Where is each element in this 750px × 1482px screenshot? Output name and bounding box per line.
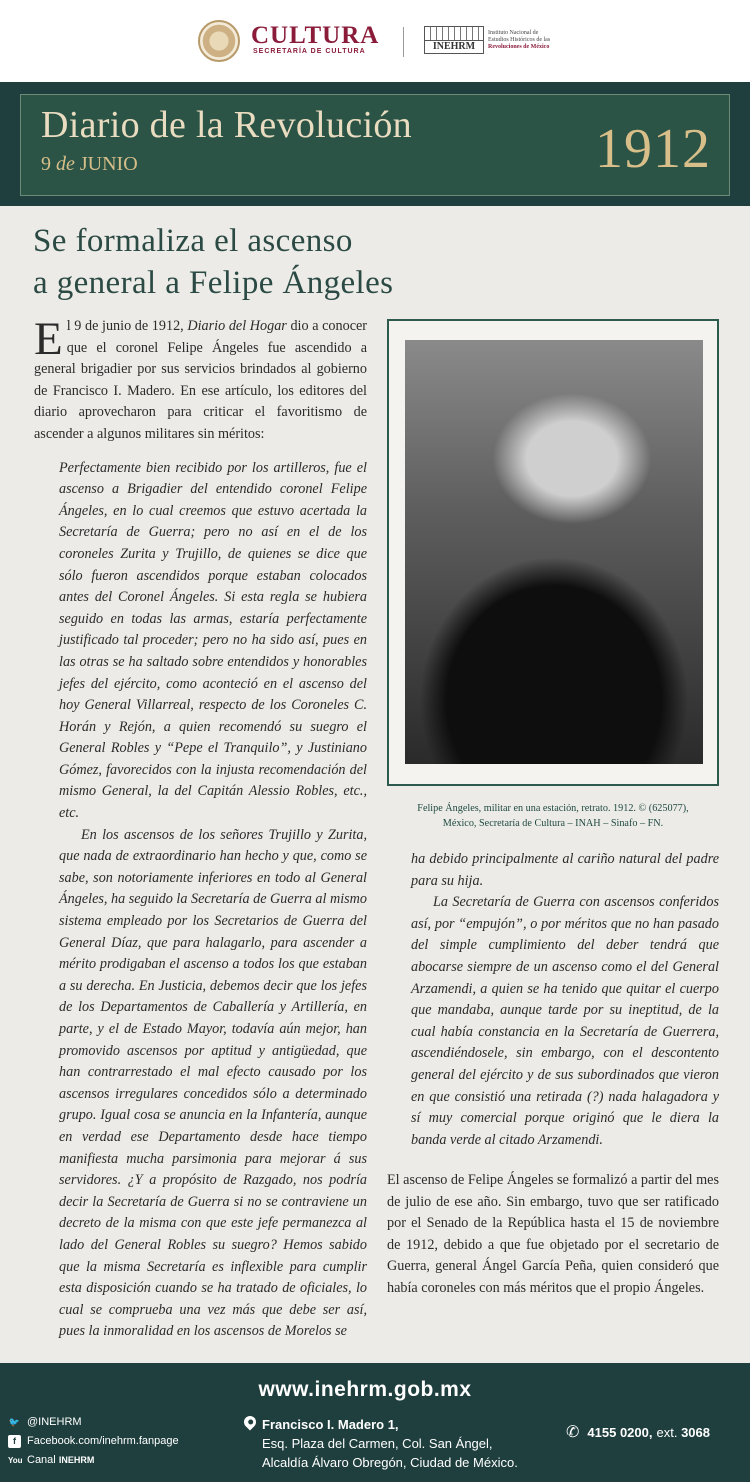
inehrm-text-line2: Estudios Históricos de las [488, 37, 551, 43]
intro-paragraph [34, 313, 368, 446]
logo-divider [403, 27, 404, 57]
photo-frame [387, 319, 719, 786]
logo-bar [0, 0, 750, 82]
address-line1: Francisco I. Madero 1, [262, 1417, 399, 1432]
inehrm-text-line1: Instituto Nacional de [488, 30, 539, 36]
youtube-link[interactable] [8, 1451, 179, 1470]
caption-line2: México, Secretaría de Cultura – INAH – Sinafo – FN. [442, 818, 664, 829]
cultura-logo-subtitle: SECRETARÍA DE CULTURA [253, 48, 366, 55]
intro-part1: l 9 de junio de 1912, [66, 318, 188, 334]
right-quote-block [411, 849, 719, 1151]
facebook-icon: f [8, 1435, 21, 1448]
facebook-url: Facebook.com/inehrm.fanpage [27, 1435, 179, 1447]
youtube-icon: You [8, 1456, 23, 1465]
youtube-prefix: Canal [27, 1454, 56, 1466]
address-line2: Esq. Plaza del Carmen, Col. San Ángel, [262, 1436, 493, 1451]
caption-line1: Felipe Ángeles, militar en una estación, retrato. 1912. © (625077), [417, 803, 689, 814]
address-line3: Alcaldía Álvaro Obregón, Ciudad de México. [262, 1455, 518, 1470]
footer [0, 1363, 750, 1482]
inehrm-text-line3: Revoluciones de México [488, 44, 550, 50]
quote-paragraph-1: Perfectamente bien recibido por los artilleros, fue el ascenso a Brigadier del entendido coronel Felipe Ángeles, en lo cual creemos que estuvo acertada la Secretaría de Guerra; pero no así en el de los coroneles Zurita y Trujillo, de quienes se dice que sólo fueron ascendidos porque estaban colocados antes del Coronel Ángeles. Si esta regla se hubiera seguido en todas las armas, estaría perfectamente justificado tal proceder; pero no ha sido así, pues en las otras se ha saltado sobre entendidos y honorables jefes del ejército, como aconteció en el ascenso del hoy General Villarreal, respecto de los Coroneles C. Horán y Rejón, a quien recomendó su suegro el General Robles y “Pepe el Tranquilo”, y Justiniano Gómez, favorecidos con la injusta recomendación del mismo General, la del Capitán Alessio Robles, etc., etc. [59, 459, 367, 822]
headline-line2: a general a Felipe Ángeles [33, 265, 394, 301]
twitter-handle: @INEHRM [27, 1416, 82, 1428]
phone-icon: ✆ [566, 1424, 580, 1441]
twitter-icon: 🐦 [8, 1417, 21, 1427]
banner-year: 1912 [595, 118, 711, 180]
banner-de: de [56, 153, 75, 175]
quote-paragraph-3: La Secretaría de Guerra con ascensos conferidos así, por “empujón”, o por méritos que no han pasado del simple cumplimiento del deber tendrá que abocarse siempre de un ascenso como el del General Arzamendi, a quien se ha tenido que quitar el cuerpo que mandaba, aunque tarde por su ineptitud, de la cual había constancia en la Secretaría de Guerrera, ascendiéndosele, sin embargo, con el descontento general del ejército y de sus subordinados que vieron en que consistió una retirada (?) nada halagadora y sí muy comercial porque originó que le diera la banda verde al citado Arzamendi. [411, 894, 719, 1148]
facebook-link[interactable] [8, 1432, 179, 1451]
header-banner [0, 82, 750, 206]
cultura-logo-title: CULTURA [251, 22, 380, 49]
quote-block [34, 458, 367, 1343]
closing-paragraph: El ascenso de Felipe Ángeles se formalizó a partir del mes de julio de ese año. Sin embargo, tuvo que ser ratificado por el Senado de la República hasta el 15 de noviembre de 1912, debido a que fue objetado por el secretario de Guerra, general Ángel García Peña, quien consideró que había coroneles con más méritos que el propio Ángeles. [387, 1172, 719, 1296]
inehrm-logo-text [488, 30, 568, 51]
mexico-seal-icon [198, 20, 240, 62]
photo-caption [387, 801, 719, 831]
dropcap: E [34, 313, 63, 365]
address-lines [262, 1415, 518, 1472]
twitter-link[interactable] [8, 1413, 179, 1432]
article-headline [33, 220, 713, 304]
banner-date [41, 153, 138, 176]
phone-block [566, 1422, 714, 1442]
address-block [244, 1415, 518, 1472]
phone-ext-label: ext. [656, 1424, 678, 1440]
youtube-channel: INEHRM [58, 1455, 95, 1465]
closing-block [387, 1170, 719, 1300]
social-links [8, 1413, 179, 1470]
inehrm-logo-label: INEHRM [424, 40, 484, 54]
location-pin-icon [242, 1414, 259, 1431]
intro-part2: dio a conocer que el coronel Felipe Ángeles fue ascendido a general brigadier por sus servicios brindados al gobierno de Francisco I. Madero. En ese artículo, los editores del diario aprovecharon para criticar el favoritismo de ascender a algunos militares sin méritos: [34, 318, 368, 442]
footer-website-link[interactable]: www.inehrm.gob.mx [258, 1378, 472, 1401]
intro-newspaper-name: Diario del Hogar [187, 318, 287, 334]
quote-paragraph-2-continued: ha debido principalmente al cariño natural del padre para su hija. [411, 851, 719, 889]
felipe-angeles-photo [405, 340, 703, 764]
banner-panel [20, 94, 730, 196]
quote-paragraph-2: En los ascensos de los señores Trujillo y Zurita, que nada de extraordinario han hecho y que, como se sabe, son notoriamente inferiores en todo al General Ángeles, ha seguido la Secretaría de Guerra al mismo sistema empleado por los Secretarios de Guerra del General Díaz, que para halagarlo, para ascender a mérito prodigaban el ascenso a todos los que estaban a su derecha. En Justicia, debemos decir que los jefes de los Departamentos de Caballería y Artillería, en parte, y el de Estado Mayor, todavía aún mejor, han promovido ascensos por aptitud y antigüedad, que han contrarrestado el mal efecto causado por los ascensos irregulares concedidos sólo a determinado grupo. Igual cosa se anuncia en la Infantería, aunque en verdad ese Departamento desde hace tiempo manifiesta mucha parsimonia para mejorar á sus servidores. ¿Y a propósito de Razgado, nos podría decir la Secretaría de Guerra si no se contraviene un decreto de la misma con que este jefe permanezca al lado del General Robles su suegro? Hemos sabido que la misma Secretaría es inflexible para cumplir esta disposición cuando se ha tratado de oficiales, lo cual se comprueba una vez más que debe ser así, pues la inmoralidad en los ascensos de Morelos se [59, 826, 368, 1340]
headline-line1: Se formaliza el ascenso [33, 223, 353, 259]
banner-day: 9 [41, 153, 51, 175]
banner-title: Diario de la Revolución [41, 104, 412, 146]
phone-main: 4155 0200, [587, 1424, 653, 1440]
left-column [34, 313, 368, 1343]
phone-ext: 3068 [681, 1424, 710, 1440]
banner-month: JUNIO [79, 153, 138, 175]
